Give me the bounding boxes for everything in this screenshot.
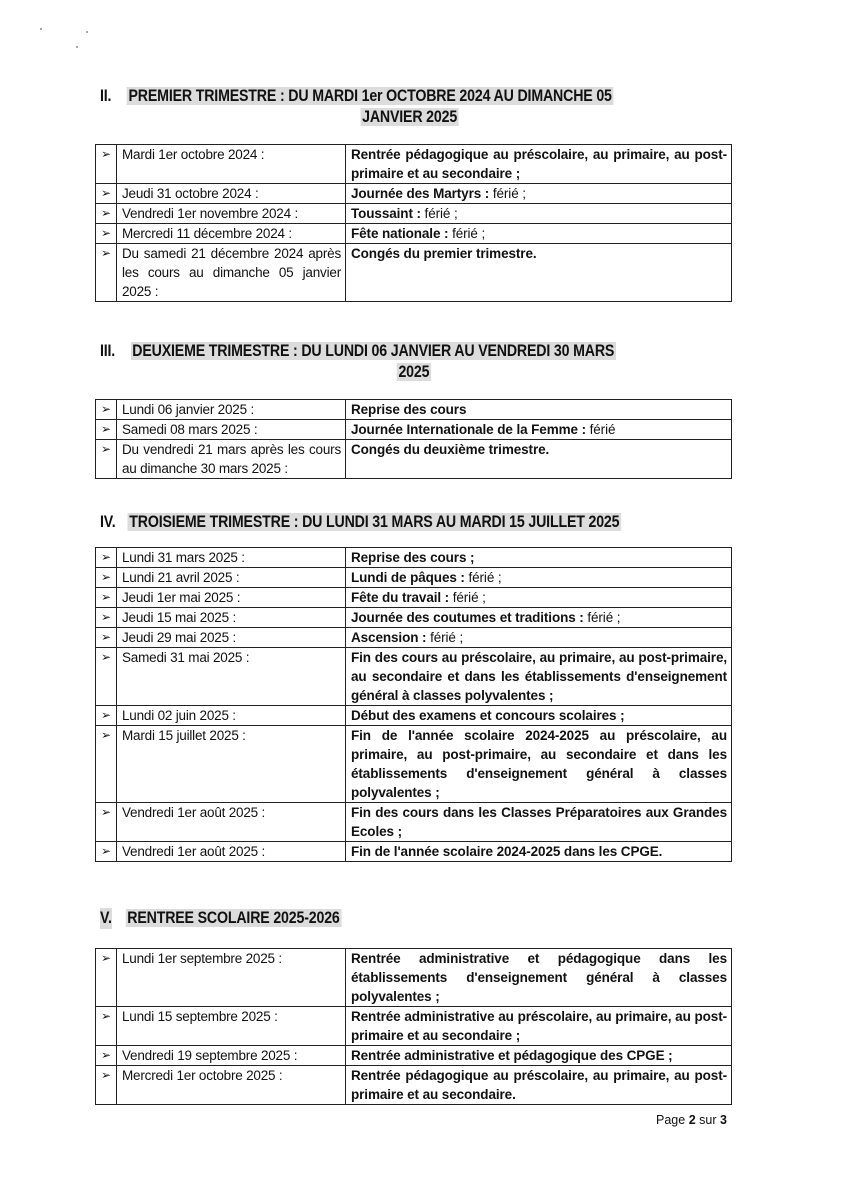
row-description: Rentrée administrative et pédagogique des CPGE ; [346, 1046, 732, 1066]
arrow-bullet-icon: ➢ [96, 400, 117, 420]
section-title-v [100, 908, 668, 929]
row-description: Fin de l'année scolaire 2024-2025 dans les CPGE. [346, 842, 732, 862]
arrow-bullet-icon: ➢ [96, 244, 117, 302]
row-date: Vendredi 19 septembre 2025 : [117, 1046, 346, 1066]
row-description: Congés du deuxième trimestre. [346, 440, 732, 479]
scan-speck [76, 46, 78, 48]
row-date: Mercredi 11 décembre 2024 : [117, 224, 346, 244]
calendar-table-second-term [95, 399, 732, 479]
section-number: IV. [100, 513, 116, 531]
row-description: Fin de l'année scolaire 2024-2025 au préscolaire, au primaire, au post-primaire, au secondaire et dans les établissements d'enseignement général à classes polyvalentes ; [346, 726, 732, 803]
row-date: Vendredi 1er novembre 2024 : [117, 204, 346, 224]
table-row [96, 588, 732, 608]
section-title-ii [100, 86, 668, 128]
table-row [96, 184, 732, 204]
table-row [96, 803, 732, 842]
table-row [96, 608, 732, 628]
calendar-table-school-start [95, 948, 732, 1105]
table-row [96, 204, 732, 224]
arrow-bullet-icon: ➢ [96, 803, 117, 842]
row-date: Lundi 1er septembre 2025 : [117, 949, 346, 1007]
row-description: Toussaint : férié ; [346, 204, 732, 224]
arrow-bullet-icon: ➢ [96, 145, 117, 184]
arrow-bullet-icon: ➢ [96, 204, 117, 224]
row-description: Ascension : férié ; [346, 628, 732, 648]
arrow-bullet-icon: ➢ [96, 608, 117, 628]
section-number: V. [100, 909, 112, 927]
section-title-iii [100, 341, 668, 383]
arrow-bullet-icon: ➢ [96, 706, 117, 726]
scan-speck [40, 28, 42, 30]
table-row [96, 568, 732, 588]
row-date: Samedi 08 mars 2025 : [117, 420, 346, 440]
table-row [96, 244, 732, 302]
row-date: Jeudi 29 mai 2025 : [117, 628, 346, 648]
section-heading: RENTREE SCOLAIRE 2025-2026 [127, 909, 340, 927]
row-date: Vendredi 1er août 2025 : [117, 803, 346, 842]
section-heading-continued: 2025 [398, 363, 430, 381]
row-date: Mardi 15 juillet 2025 : [117, 726, 346, 803]
table-row [96, 628, 732, 648]
table-row [96, 145, 732, 184]
row-description: Reprise des cours [346, 400, 732, 420]
calendar-table-first-term [95, 144, 732, 302]
section-number: III. [100, 342, 116, 360]
row-date: Du samedi 21 décembre 2024 après les cours au dimanche 05 janvier 2025 : [117, 244, 346, 302]
row-description: Journée des Martyrs : férié ; [346, 184, 732, 204]
table-row [96, 400, 732, 420]
row-date: Lundi 06 janvier 2025 : [117, 400, 346, 420]
row-date: Mardi 1er octobre 2024 : [117, 145, 346, 184]
row-description: Journée Internationale de la Femme : férié [346, 420, 732, 440]
row-description: Reprise des cours ; [346, 548, 732, 568]
row-date: Samedi 31 mai 2025 : [117, 648, 346, 706]
row-date: Lundi 21 avril 2025 : [117, 568, 346, 588]
row-description: Fin des cours dans les Classes Préparatoires aux Grandes Ecoles ; [346, 803, 732, 842]
table-row [96, 648, 732, 706]
arrow-bullet-icon: ➢ [96, 1046, 117, 1066]
row-description: Fête nationale : férié ; [346, 224, 732, 244]
row-date: Mercredi 1er octobre 2025 : [117, 1066, 346, 1105]
row-date: Jeudi 15 mai 2025 : [117, 608, 346, 628]
arrow-bullet-icon: ➢ [96, 949, 117, 1007]
section-number: II. [100, 87, 112, 105]
table-row [96, 224, 732, 244]
arrow-bullet-icon: ➢ [96, 224, 117, 244]
arrow-bullet-icon: ➢ [96, 568, 117, 588]
row-date: Lundi 02 juin 2025 : [117, 706, 346, 726]
arrow-bullet-icon: ➢ [96, 1007, 117, 1046]
section-heading: DEUXIEME TRIMESTRE : DU LUNDI 06 JANVIER AU VENDREDI 30 MARS [132, 342, 615, 360]
row-description: Rentrée pédagogique au préscolaire, au primaire, au post-primaire et au secondaire ; [346, 145, 732, 184]
row-date: Jeudi 1er mai 2025 : [117, 588, 346, 608]
table-row [96, 706, 732, 726]
row-description: Congés du premier trimestre. [346, 244, 732, 302]
row-description: Fête du travail : férié ; [346, 588, 732, 608]
arrow-bullet-icon: ➢ [96, 588, 117, 608]
table-row [96, 1066, 732, 1105]
arrow-bullet-icon: ➢ [96, 440, 117, 479]
page-number: Page 2 sur 3 [656, 1113, 727, 1127]
table-row [96, 548, 732, 568]
arrow-bullet-icon: ➢ [96, 628, 117, 648]
row-date: Jeudi 31 octobre 2024 : [117, 184, 346, 204]
row-description: Journée des coutumes et traditions : férié ; [346, 608, 732, 628]
arrow-bullet-icon: ➢ [96, 726, 117, 803]
calendar-table-third-term [95, 547, 732, 862]
row-date: Lundi 15 septembre 2025 : [117, 1007, 346, 1046]
table-row [96, 949, 732, 1007]
table-row [96, 726, 732, 803]
arrow-bullet-icon: ➢ [96, 184, 117, 204]
row-description: Rentrée pédagogique au préscolaire, au primaire, au post-primaire et au secondaire. [346, 1066, 732, 1105]
section-heading: TROISIEME TRIMESTRE : DU LUNDI 31 MARS AU MARDI 15 JUILLET 2025 [129, 513, 620, 531]
section-heading-continued: JANVIER 2025 [362, 108, 458, 126]
table-row [96, 420, 732, 440]
scan-speck [86, 31, 88, 33]
arrow-bullet-icon: ➢ [96, 648, 117, 706]
arrow-bullet-icon: ➢ [96, 1066, 117, 1105]
row-description: Lundi de pâques : férié ; [346, 568, 732, 588]
row-description: Début des examens et concours scolaires ; [346, 706, 732, 726]
section-heading: PREMIER TRIMESTRE : DU MARDI 1er OCTOBRE 2024 AU DIMANCHE 05 [128, 87, 612, 105]
row-date: Vendredi 1er août 2025 : [117, 842, 346, 862]
section-title-iv [100, 512, 668, 533]
row-date: Lundi 31 mars 2025 : [117, 548, 346, 568]
arrow-bullet-icon: ➢ [96, 842, 117, 862]
row-description: Fin des cours au préscolaire, au primaire, au post-primaire, au secondaire et dans les établissements d'enseignement général à classes polyvalentes ; [346, 648, 732, 706]
table-row [96, 440, 732, 479]
table-row [96, 842, 732, 862]
table-row [96, 1007, 732, 1046]
table-row [96, 1046, 732, 1066]
row-description: Rentrée administrative au préscolaire, au primaire, au post-primaire et au secondaire ; [346, 1007, 732, 1046]
arrow-bullet-icon: ➢ [96, 548, 117, 568]
row-description: Rentrée administrative et pédagogique dans les établissements d'enseignement général à classes polyvalentes ; [346, 949, 732, 1007]
arrow-bullet-icon: ➢ [96, 420, 117, 440]
row-date: Du vendredi 21 mars après les cours au dimanche 30 mars 2025 : [117, 440, 346, 479]
